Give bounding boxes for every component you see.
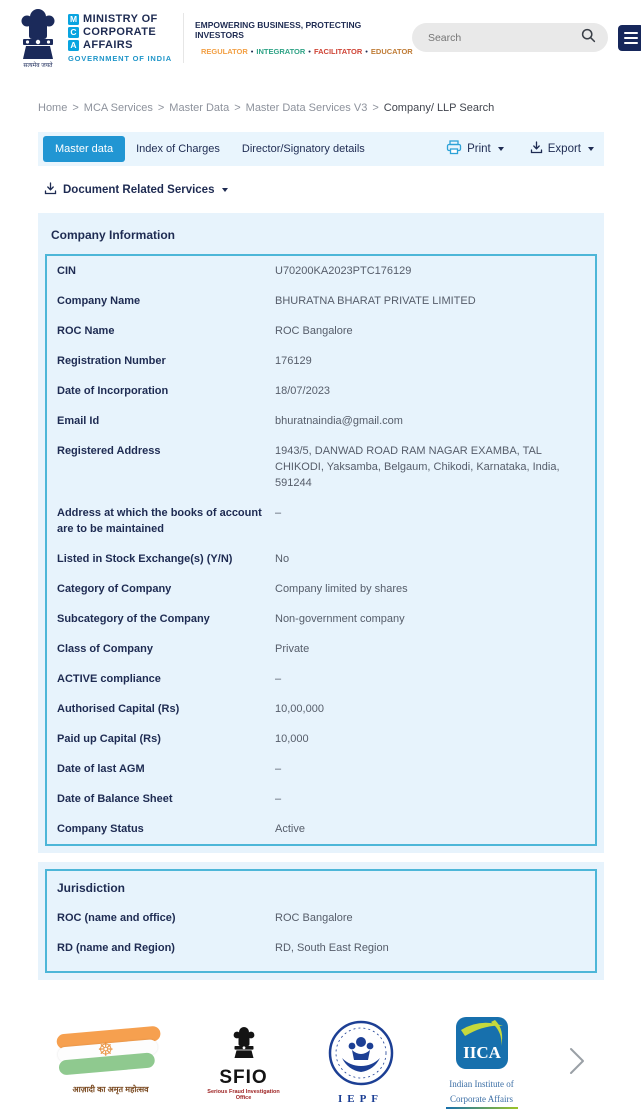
- print-button[interactable]: [446, 140, 504, 158]
- printer-icon: [446, 140, 462, 158]
- info-value: Private: [275, 643, 310, 655]
- info-value: 18/07/2023: [275, 385, 331, 397]
- info-label: Address at which the books of account are to be maintained: [57, 507, 262, 535]
- azadi-ka-amrit-mahotsav-logo[interactable]: [55, 1030, 167, 1095]
- header-taglines: [194, 19, 413, 56]
- download-icon: [44, 182, 57, 198]
- info-row: [47, 754, 595, 784]
- mca-logo[interactable]: [68, 12, 172, 63]
- info-label: Company Name: [57, 295, 141, 307]
- breadcrumb-separator: >: [372, 102, 379, 114]
- menu-button[interactable]: [618, 25, 641, 51]
- info-row: [47, 316, 595, 346]
- info-value: Active: [275, 823, 305, 835]
- print-label: Print: [467, 143, 491, 155]
- government-of-india-label: GOVERNMENT OF INDIA: [68, 54, 172, 63]
- info-label: Date of last AGM: [57, 763, 145, 775]
- tagline-empowering: EMPOWERING BUSINESS, PROTECTING INVESTORS: [194, 19, 362, 40]
- info-value: BHURATNA BHARAT PRIVATE LIMITED: [275, 295, 476, 307]
- info-value: 1943/5, DANWAD ROAD RAM NAGAR EXAMBA, TAL CHIKODI, Yaksamba, Belgaum, Chikodi, Karnataka, India, 591244: [275, 445, 560, 489]
- export-button[interactable]: [530, 141, 594, 157]
- tagline-motto: [195, 46, 413, 56]
- info-value: –: [275, 673, 282, 685]
- document-related-services-label: Document Related Services: [63, 184, 215, 196]
- info-label: Email Id: [57, 415, 100, 427]
- info-row: [47, 933, 595, 963]
- chevron-right-icon: [567, 1046, 587, 1076]
- download-icon: [530, 141, 543, 157]
- breadcrumb: [38, 102, 641, 114]
- info-row: [47, 376, 595, 406]
- info-label: Subcategory of the Company: [57, 613, 210, 625]
- iica-logo[interactable]: [439, 1016, 525, 1109]
- company-information-title: Company Information: [51, 228, 176, 242]
- info-row: [47, 784, 595, 814]
- info-value: 10,00,000: [275, 703, 324, 715]
- info-label: Authorised Capital (Rs): [57, 703, 180, 715]
- info-row: [47, 694, 595, 724]
- search-icon[interactable]: [581, 28, 596, 48]
- ashoka-emblem-icon: [14, 5, 62, 71]
- info-row: [47, 724, 595, 754]
- doc-services-caret-icon: [222, 188, 228, 192]
- export-label: Export: [547, 143, 581, 155]
- breadcrumb-link[interactable]: Home: [38, 102, 68, 114]
- sfio-title: SFIO: [219, 1066, 268, 1088]
- hamburger-icon: [624, 32, 638, 34]
- info-row: [47, 544, 595, 574]
- info-value: –: [275, 507, 282, 519]
- info-row: [47, 436, 595, 498]
- info-row: [47, 903, 595, 933]
- info-label: Date of Balance Sheet: [57, 793, 173, 805]
- info-row: [47, 498, 595, 544]
- info-row: [47, 346, 595, 376]
- document-related-services-button[interactable]: [44, 182, 228, 198]
- jurisdiction-table: [45, 869, 597, 973]
- info-row: [47, 574, 595, 604]
- iepf-emblem-icon: [328, 1020, 394, 1086]
- info-row: [47, 814, 595, 844]
- ashoka-chakra-icon: ☸: [97, 1039, 114, 1060]
- info-value: Non-government company: [275, 613, 405, 625]
- header: [0, 0, 641, 75]
- iepf-logo[interactable]: [321, 1020, 401, 1105]
- sfio-emblem-icon: [229, 1025, 259, 1063]
- tab-master-data[interactable]: Master data: [43, 136, 125, 162]
- azadi-caption: आज़ादी का अमृत महोत्सव: [72, 1085, 149, 1094]
- info-value: U70200KA2023PTC176129: [275, 265, 412, 277]
- info-label: RD (name and Region): [57, 942, 175, 954]
- info-value: ROC Bangalore: [275, 912, 353, 924]
- motto-separator: •: [365, 46, 368, 56]
- sfio-caption: Serious Fraud Investigation Office: [207, 1088, 280, 1101]
- mca-word-affairs: AFFAIRS: [83, 39, 133, 51]
- motto-separator: •: [308, 46, 311, 56]
- info-value: RD, South East Region: [275, 942, 389, 954]
- company-information-section: [38, 213, 604, 853]
- tab-index-of-charges[interactable]: Index of Charges: [136, 143, 220, 155]
- info-value: 10,000: [275, 733, 309, 745]
- info-row: [47, 604, 595, 634]
- motto-word: INTEGRATOR: [256, 46, 306, 56]
- mca-letter-c: C: [68, 27, 79, 38]
- mca-letter-m: M: [69, 14, 78, 24]
- motto-word: EDUCATOR: [370, 46, 413, 56]
- breadcrumb-link[interactable]: Master Data: [169, 102, 230, 114]
- search-bar[interactable]: [412, 23, 608, 52]
- print-caret-icon: [498, 147, 504, 151]
- info-label: Class of Company: [57, 643, 153, 655]
- breadcrumb-separator: >: [234, 102, 241, 114]
- sfio-logo[interactable]: [205, 1025, 283, 1101]
- emblem-motto-text: सत्यमेव जयते: [23, 62, 53, 69]
- iica-caption-line2: Corporate Affairs: [449, 1093, 514, 1104]
- info-value: –: [275, 793, 282, 805]
- footer-logo-carousel: [0, 1016, 641, 1109]
- motto-word: FACILITATOR: [313, 46, 363, 56]
- tab-director-signatory-details[interactable]: Director/Signatory details: [241, 143, 365, 155]
- india-flag-icon: [56, 1025, 166, 1082]
- motto-word: REGULATOR: [200, 46, 248, 56]
- breadcrumb-separator: >: [72, 102, 79, 114]
- info-row: [47, 286, 595, 316]
- info-row: [47, 634, 595, 664]
- breadcrumb-link[interactable]: Master Data Services V3: [245, 102, 368, 114]
- info-label: ACTIVE compliance: [57, 673, 161, 685]
- info-label: Category of Company: [57, 583, 172, 595]
- info-value: Company limited by shares: [275, 583, 408, 595]
- info-label: CIN: [57, 265, 76, 277]
- export-caret-icon: [588, 147, 594, 151]
- iica-emblem-icon: [455, 1016, 509, 1070]
- info-label: Registered Address: [57, 445, 161, 457]
- info-label: Listed in Stock Exchange(s) (Y/N): [57, 553, 233, 565]
- company-information-table: [45, 254, 597, 846]
- iica-letters: IICA: [462, 1043, 501, 1062]
- info-label: Paid up Capital (Rs): [57, 733, 161, 745]
- info-label: Date of Incorporation: [57, 385, 169, 397]
- info-label: ROC (name and office): [57, 912, 176, 924]
- info-value: –: [275, 763, 282, 775]
- info-label: Registration Number: [57, 355, 166, 367]
- info-value: No: [275, 553, 290, 565]
- info-value: bhuratnaindia@gmail.com: [275, 415, 403, 427]
- info-row: [47, 406, 595, 436]
- document-services-row: [38, 176, 603, 204]
- breadcrumb-current: Company/ LLP Search: [383, 102, 495, 114]
- search-input[interactable]: [428, 32, 581, 44]
- info-label: ROC Name: [57, 325, 115, 337]
- mca-word-corporate: CORPORATE: [83, 26, 157, 38]
- breadcrumb-separator: >: [157, 102, 165, 114]
- motto-separator: •: [250, 46, 254, 56]
- tab-bar: [38, 132, 604, 166]
- jurisdiction-section: [38, 862, 604, 980]
- info-row: [47, 664, 595, 694]
- jurisdiction-title: Jurisdiction: [57, 881, 126, 895]
- mca-letter-a: A: [68, 40, 79, 51]
- mca-word-ministry: MINISTRY OF: [83, 13, 158, 25]
- iica-caption-line1: Indian Institute of: [449, 1079, 514, 1089]
- info-label: Company Status: [57, 823, 144, 835]
- info-row: [47, 256, 595, 286]
- info-value: ROC Bangalore: [275, 325, 353, 337]
- breadcrumb-link[interactable]: MCA Services: [83, 102, 153, 114]
- iepf-title: IEPF: [337, 1093, 384, 1105]
- header-divider: [183, 13, 184, 63]
- carousel-next-button[interactable]: [567, 1046, 587, 1079]
- info-value: 176129: [275, 355, 312, 367]
